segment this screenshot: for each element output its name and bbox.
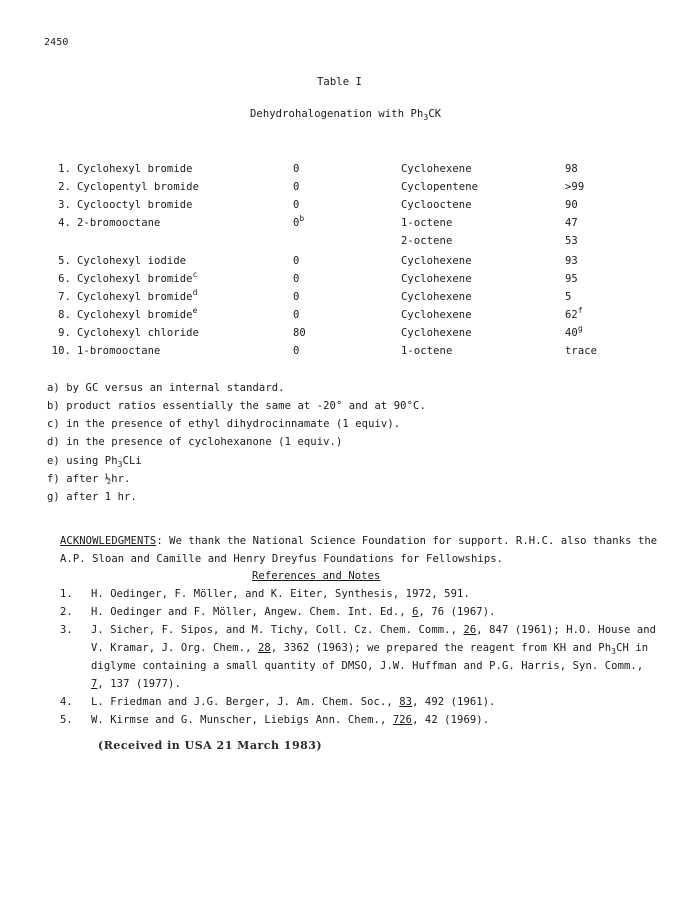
acknowledgments-line-1: ACKNOWLEDGMENTS: We thank the National Science Foundation for support. R.H.C. also thanks the bbox=[60, 535, 658, 547]
table-row bbox=[0, 181, 679, 197]
substrate: Cyclohexyl iodide bbox=[77, 255, 187, 267]
reference-5: W. Kirmse and G. Munscher, Liebigs Ann. Chem., 726, 42 (1969). bbox=[91, 714, 490, 726]
reference-3-line-2: V. Kramar, J. Org. Chem., 28, 3362 (1963); we prepared the reagent from KH and $Ph_3CH$ in bbox=[91, 642, 649, 656]
product: Cyclohexene bbox=[401, 309, 472, 321]
product: Cyclopentene bbox=[401, 181, 479, 193]
yield: 93 bbox=[565, 255, 578, 267]
row-number: 9. bbox=[58, 327, 71, 339]
product: 2-octene bbox=[401, 235, 453, 247]
yield: 40$^g$ bbox=[565, 324, 583, 339]
row-number: 6. bbox=[58, 273, 71, 285]
subtitle-subscript: 3 bbox=[423, 113, 429, 122]
reference-number: 3. bbox=[60, 624, 73, 636]
value: 0 bbox=[293, 255, 300, 267]
product: 1-octene bbox=[401, 217, 453, 229]
footnote-a: a) by GC versus an internal standard. bbox=[47, 382, 285, 394]
table-row bbox=[0, 199, 679, 215]
product: 1-octene bbox=[401, 345, 453, 357]
substrate: Cyclohexyl bromide bbox=[77, 163, 193, 175]
row-number: 4. bbox=[58, 217, 71, 229]
reference-3-line-1: J. Sicher, F. Sipos, and M. Tichy, Coll. Cz. Chem. Comm., 26, 847 (1961); H.O. House and bbox=[91, 624, 657, 636]
footnote-c: c) in the presence of ethyl dihydrocinnamate (1 equiv). bbox=[47, 418, 401, 430]
footnote-e: e) using $Ph_3CLi$ bbox=[47, 455, 142, 469]
value: 0 bbox=[293, 181, 300, 193]
value: 0 bbox=[293, 199, 300, 211]
value: 0 bbox=[293, 163, 300, 175]
references-title: References and Notes bbox=[252, 570, 381, 582]
subtitle-end: CK bbox=[428, 108, 442, 120]
yield: trace bbox=[565, 345, 598, 357]
table-row bbox=[0, 214, 679, 233]
table-title: Table I bbox=[317, 76, 362, 88]
value: 0 bbox=[293, 309, 300, 321]
product: Cyclooctene bbox=[401, 199, 472, 211]
footnote-d: d) in the presence of cyclohexanone (1 equiv.) bbox=[47, 436, 343, 448]
substrate: Cyclohexyl bromide$^c$ bbox=[77, 270, 198, 285]
substrate: Cyclohexyl bromide$^d$ bbox=[77, 288, 198, 303]
table-row bbox=[0, 255, 679, 271]
acknowledgments-line-2: A.P. Sloan and Camille and Henry Dreyfus Foundations for Fellowships. bbox=[60, 553, 504, 565]
subtitle-main: Dehydrohalogenation with Ph bbox=[250, 108, 424, 120]
row-number: 8. bbox=[58, 309, 71, 321]
table-row bbox=[0, 163, 679, 179]
row-number: 2. bbox=[58, 181, 71, 193]
table-row bbox=[0, 345, 679, 361]
footnote-f: f) after ½hr. bbox=[47, 473, 131, 485]
reference-number: 4. bbox=[60, 696, 73, 708]
row-number: 3. bbox=[58, 199, 71, 211]
page-number: 2450 bbox=[44, 37, 69, 48]
yield: 62$^f$ bbox=[565, 306, 583, 321]
yield: 5 bbox=[565, 291, 572, 303]
row-number: 7. bbox=[58, 291, 71, 303]
substrate: Cyclohexyl bromide$^e$ bbox=[77, 306, 198, 321]
row-number: 10. bbox=[51, 345, 71, 357]
substrate: Cyclopentyl bromide bbox=[77, 181, 200, 193]
value: 80 bbox=[293, 327, 306, 339]
reference-3-line-4: 7, 137 (1977). bbox=[91, 678, 181, 690]
product: Cyclohexene bbox=[401, 255, 472, 267]
table-row bbox=[0, 270, 679, 289]
reference-4: L. Friedman and J.G. Berger, J. Am. Chem. Soc., 83, 492 (1961). bbox=[91, 696, 496, 708]
reference-number: 1. bbox=[60, 588, 73, 600]
yield: 47 bbox=[565, 217, 578, 229]
substrate: Cyclohexyl chloride bbox=[77, 327, 200, 339]
yield: 95 bbox=[565, 273, 578, 285]
yield: 90 bbox=[565, 199, 578, 211]
product: Cyclohexene bbox=[401, 291, 472, 303]
footnote-g: g) after 1 hr. bbox=[47, 491, 137, 503]
table-row bbox=[0, 306, 679, 325]
product: Cyclohexene bbox=[401, 327, 472, 339]
row-number: 5. bbox=[58, 255, 71, 267]
table-row bbox=[0, 235, 679, 251]
table-subtitle bbox=[250, 108, 441, 120]
reference-3-line-3: diglyme containing a small quantity of DMSO, J.W. Huffman and P.G. Harris, Syn. Comm., bbox=[91, 660, 644, 672]
value: 0 bbox=[293, 345, 300, 357]
substrate: 1-bromooctane bbox=[77, 345, 161, 357]
table-row bbox=[0, 324, 679, 343]
acknowledgments-label: ACKNOWLEDGMENTS bbox=[60, 535, 157, 547]
table-row bbox=[0, 288, 679, 307]
value: 0 bbox=[293, 291, 300, 303]
received-date: (Received in USA 21 March 1983) bbox=[98, 739, 323, 752]
yield: >99 bbox=[565, 181, 585, 193]
substrate: 2-bromooctane bbox=[77, 217, 161, 229]
yield: 98 bbox=[565, 163, 578, 175]
footnote-b: b) product ratios essentially the same at -20° and at 90°C. bbox=[47, 400, 426, 412]
reference-2: H. Oedinger and F. Möller, Angew. Chem. Int. Ed., 6, 76 (1967). bbox=[91, 606, 496, 618]
row-number: 1. bbox=[58, 163, 71, 175]
substrate: Cyclooctyl bromide bbox=[77, 199, 193, 211]
yield: 53 bbox=[565, 235, 578, 247]
reference-number: 5. bbox=[60, 714, 73, 726]
product: Cyclohexene bbox=[401, 273, 472, 285]
value: 0$^b$ bbox=[293, 214, 305, 229]
product: Cyclohexene bbox=[401, 163, 472, 175]
value: 0 bbox=[293, 273, 300, 285]
reference-1: H. Oedinger, F. Möller, and K. Eiter, Synthesis, 1972, 591. bbox=[91, 588, 470, 600]
reference-number: 2. bbox=[60, 606, 73, 618]
